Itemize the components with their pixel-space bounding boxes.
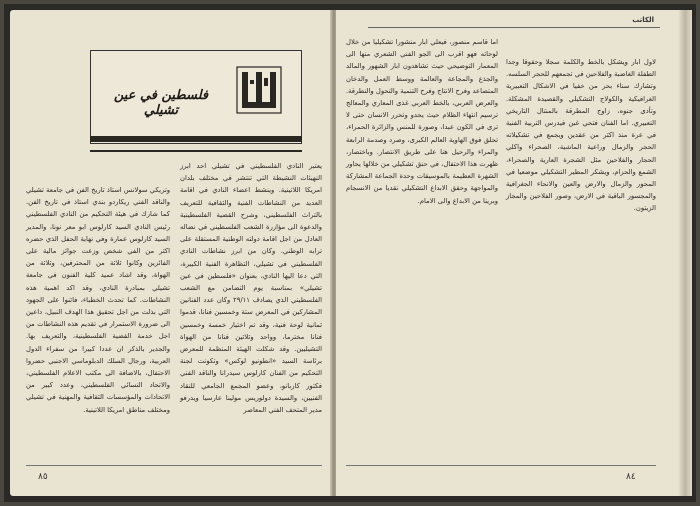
title-rule	[90, 150, 302, 152]
left-page-column-left-text: وتريكي سولانس استاذ تاريخ الفن في جامعة تشيلي والناقد الفني ريكاردو بندي استاذ في تاريخ الفن. كما شارك في هيئة التحكيم من النادي الفلسطيني رئيس النادي السيد كارلوس ابو معر نونا، والمدير السيد كارلوس عمارة وفي نهاية الحفل الذي حضره اكثر من الفي شخص وزعت جوائز مالية على الفائزين وكانوا ثلاثة من المحترفين، وثلاثة من الهواة، وقد اشاد عميد كلية الفنون في جامعة تشيلي بمبادرة النادي، وقد اكد اهمية هذه النشاطات. كما تحدث الخطباء، فاثنوا على الجهود التي بذلت من اجل تحقيق هذا الهدف النبيل، داعين الى ضرورة الاستمرار في تقديم هذه النشاطات من اجل خدمة القضية الفلسطينية، والتعريف بها. والجدير بالذكر ان عددا كبيرا من سفراء الدول العربية، ورجال السلك الدبلوماسي الاجنبي حضروا الاحتفال، بالاضافة الى مكتب الاعلام الفلسطيني، والاتحاد النسائي الفلسطيني، وعدد كبير من الاتحادات والمؤسسات الثقافية والمهنية في تشيلي ومختلف مناطق امريكا اللاتينية.	[26, 186, 170, 414]
left-page-number: ٨٥	[38, 472, 48, 482]
left-footer-rule	[26, 465, 322, 466]
right-page-column-left-text: اما قاسم منصور، فيعلي ابار منشورا تشكيليا من خلال لوحاته فهو اقرب الى الجو الفني الشعري منها الى المعمار التوضيحي حيث تشاهدون ابار الشهور والمالد والجذع والمجاعة والعالمة ووسط العمل والدخان المتصاعد وفرح الانتاج وفرح التنمية والتحول والنطرقة. والعرض العربي، بالخط العربي غذى المعاري والمعالج ترسيم انتهاء الظلام حيث يحدو وتحرر الانسان حتى لا ترى في الكون عبدا، وصورة للمنس والزائرة الحمراء، تحلق فوق الهاوية العالم الكبرى، وصرد وصدمة الرابعة والمراء والرحيل هنا على طريق الانتصار. وباختصار، ظهرت هذا الاحتفال، في حنق تشكيلي من خلالها يحاور الشهرة العظيمة بالموسيقات وحدة الجماعة المشاركة والمواجهة وحقق الابداع التشكيلي نقديا من الانسجام وبرينا من الابداع والى الامام.	[346, 38, 498, 205]
right-page-number: ٨٤	[626, 472, 636, 482]
right-footer-rule	[346, 465, 656, 466]
header-rule	[368, 27, 660, 28]
left-page-column-left	[26, 184, 170, 456]
running-header: الكاتب	[632, 16, 654, 24]
calligraphy-logo-icon	[236, 66, 282, 114]
left-page-column-right-text: يعتبر النادي الفلسطيني في تشيلي احد ابرز النهيئات النشيطة التي تنتشر في مختلف بلدان امريكا اللاتينية. وينشط اعضاء النادي في اقامة العديد من النشاطات الفنية والثقافية للتعريف بالتراث الفلسطيني، وشرح القضية الفلسطينية والدعوة الى مؤازرة الشعب الفلسطيني في نضاله العادل من اجل اقامة دولته الوطنية المستقلة على ترابه الوطني. وكان من ابرز نشاطات النادي الفلسطيني في تشيلي، التظاهرة الفنية الكبيرة، التي دعا اليها النادي، بعنوان «فلسطين في عين تشيلي» بمناسبة يوم التضامن مع الشعب الفلسطيني الذي يصادف ٢٩/١١ وكان عدد الفنانين المشاركين في المعرض ستة وخمسين فنانا، قدموا ثمانية لوحة فنية، وقد تم اختيار خمسة وخمسين فنانا مخترما، وواحد وثلاثين فنانا من الهواة التشيليين. وقد شكلت الهيئة المنظمة للمعرض برئاسة السيد «انطونيو لوكس» وتكونت لجنة التحكيم من الفنان كارلوس سيدرانا والناقد الفني فكتور كاربانو، وعضو المجمع الجامعي للنقاد الفنيين، والسيدة دولوريس مولينا عارسيا ويدرفو مدير المتحف الفني المعاصر	[180, 162, 322, 415]
left-page	[10, 10, 332, 496]
right-page-column-left	[346, 36, 498, 336]
right-page-column-right	[506, 56, 656, 356]
right-page-column-right-text: لاول ابار ويشكل بالخط والكلمة سجلا وحقوقا وجدا الطفلة الغاضبة والفلاحين في تجمعهم للحجر السلسه. وتشارك سناء بحر من خفيا في الاشكال التعبيرية الغرافيكية والكولاج التشكيلي والقصيدة المشكلة. وتأدى جنوه، زاوج المطرقة بالمنتال التاريخي التعبيري. اما الفنان فتحي غبن فيدرس التربية الفنية في عرة منذ اكثر من عقدين ويجمع في تشكيلاته الحجر والزمال وراعية الماشية، الصحراء واكلي الحجار والفلاحين مثل الشجرة العارية والصحراء، الشمع والحزام، ويشكر المطير التشكيلي موضعيا في المحور والزمال والارض والعين والانحاء الجغرافية والمجسور الباقية في الارض، وصور الفلاحين والمجاز الزيتون.	[506, 58, 656, 213]
article-title: فلسطين في عين تشيلي	[113, 88, 209, 118]
title-bottom-bar	[90, 136, 302, 142]
page-edge	[678, 10, 692, 496]
left-page-column-right	[180, 160, 322, 456]
right-page	[336, 10, 690, 496]
